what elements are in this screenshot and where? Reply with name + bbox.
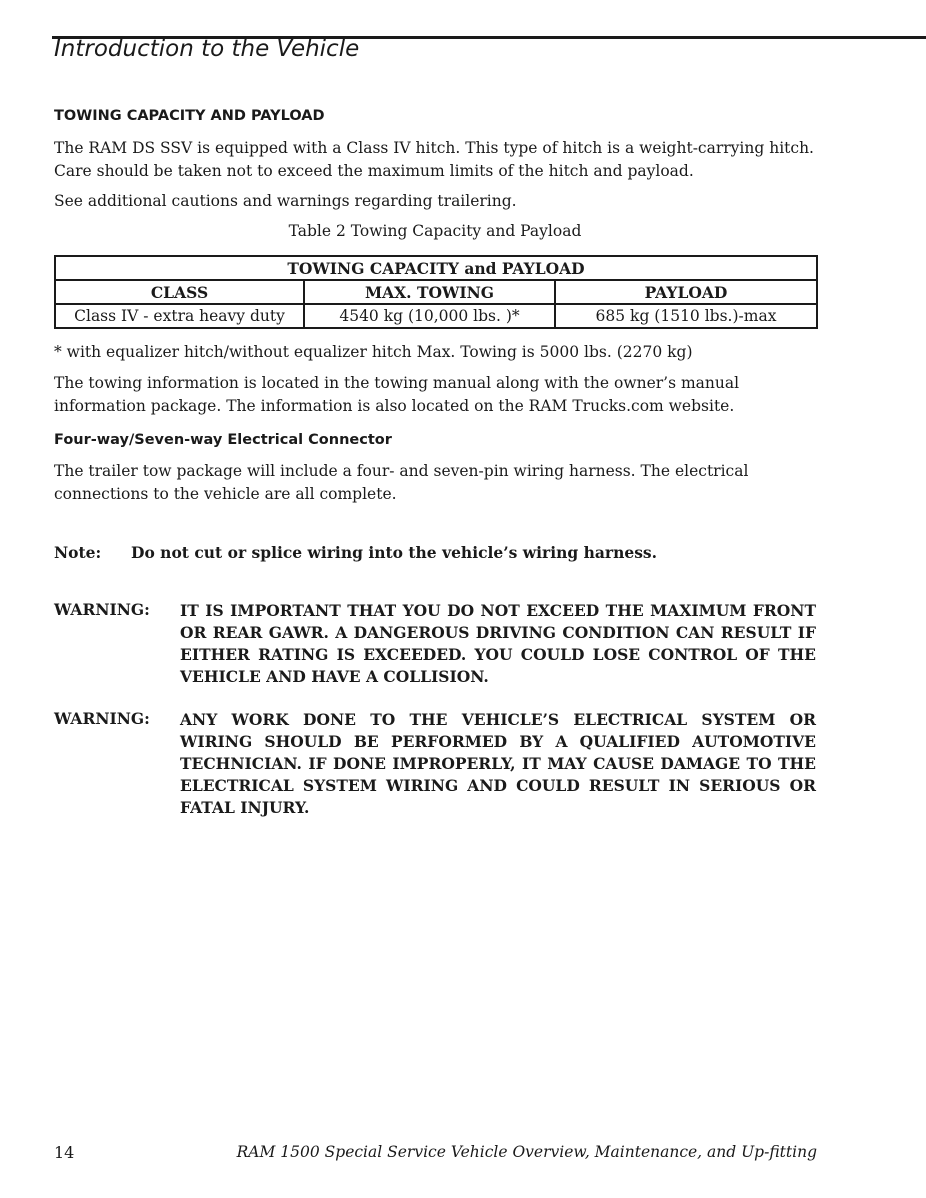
towing-intro-paragraph: The RAM DS SSV is equipped with a Class IV hitch. This type of hitch is a weight-carrying hitch. Care should be taken not to exceed the maximum limits of the hitch and payload.: [54, 139, 814, 180]
footer-title: RAM 1500 Special Service Vehicle Overview, Maintenance, and Up-fitting: [236, 1143, 817, 1161]
column-header-class: CLASS: [55, 280, 304, 304]
table-header-row: [55, 280, 817, 304]
page-header-title: Introduction to the Vehicle: [54, 36, 360, 62]
page-number: 14: [54, 1143, 75, 1162]
cell-class: Class IV - extra heavy duty: [55, 304, 304, 328]
table-footnote: * with equalizer hitch/without equalizer hitch Max. Towing is 5000 lbs. (2270 kg): [54, 343, 693, 361]
column-header-payload: PAYLOAD: [555, 280, 817, 304]
towing-info-paragraph: The towing information is located in the towing manual along with the owner’s manual information package. The information is also located on the RAM Trucks.com website.: [54, 374, 740, 415]
table-title: TOWING CAPACITY and PAYLOAD: [55, 256, 817, 280]
note-label: Note:: [54, 543, 102, 562]
column-header-max-towing: MAX. TOWING: [304, 280, 555, 304]
warning-text: IT IS IMPORTANT THAT YOU DO NOT EXCEED THE MAXIMUM FRONT OR REAR GAWR. A DANGEROUS DRIVING CONDITION CAN RESULT IF EITHER RATING IS EXCEEDED. YOU COULD LOSE CONTROL OF THE VEHICLE AND HAVE A COLLISION.: [180, 601, 816, 686]
cell-max-towing: 4540 kg (10,000 lbs. )*: [304, 304, 555, 328]
note-text: Do not cut or splice wiring into the vehicle’s wiring harness.: [131, 543, 658, 562]
warning-label: WARNING:: [54, 709, 150, 728]
towing-capacity-table: [54, 255, 818, 329]
cell-payload: 685 kg (1510 lbs.)-max: [555, 304, 817, 328]
warning-text: ANY WORK DONE TO THE VEHICLE’S ELECTRICAL SYSTEM OR WIRING SHOULD BE PERFORMED BY A QUALIFIED AUTOMOTIVE TECHNICIAN. IF DONE IMPROPERLY, IT MAY CAUSE DAMAGE TO THE ELECTRICAL SYSTEM WIRING AND COULD RESULT IN SERIOUS OR FATAL INJURY.: [180, 710, 816, 817]
section-heading-towing: TOWING CAPACITY AND PAYLOAD: [54, 108, 325, 124]
section-heading-connector: Four-way/Seven-way Electrical Connector: [54, 432, 392, 448]
trailering-note-paragraph: See additional cautions and warnings regarding trailering.: [54, 192, 517, 210]
connector-paragraph: The trailer tow package will include a four- and seven-pin wiring harness. The electrical connections to the vehicle are all complete.: [54, 462, 749, 503]
table-row: [55, 304, 817, 328]
table-caption: Table 2 Towing Capacity and Payload: [288, 222, 582, 240]
warning-label: WARNING:: [54, 600, 150, 619]
